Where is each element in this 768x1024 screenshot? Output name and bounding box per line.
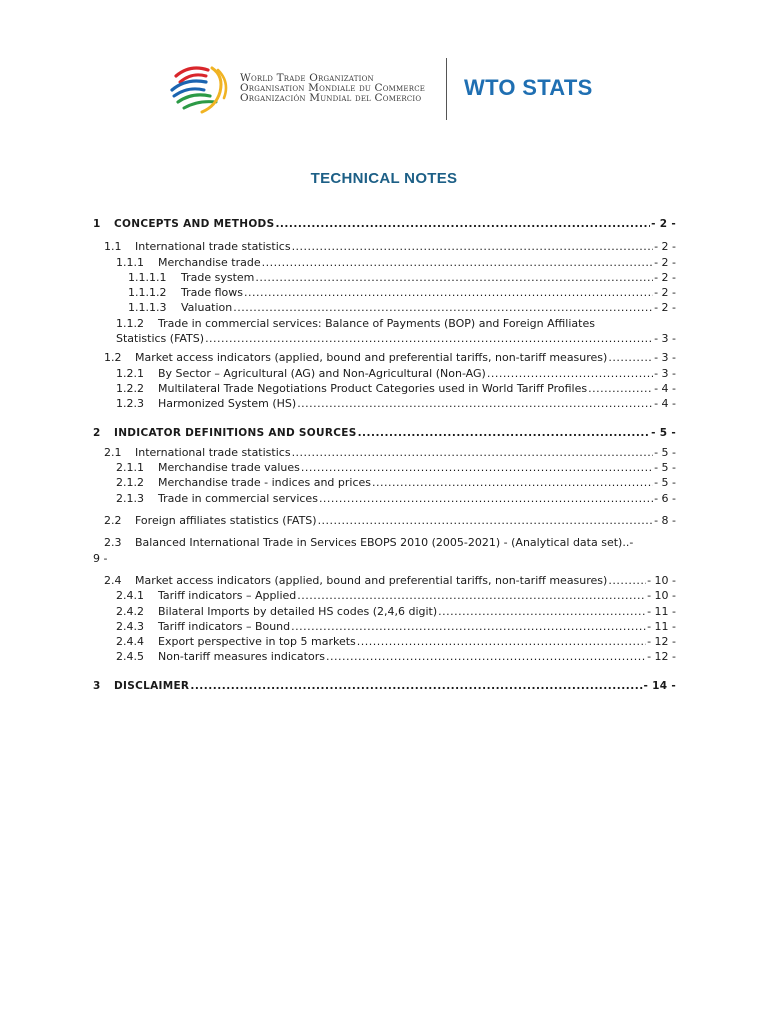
toc-number: 1.1.1.1 bbox=[128, 270, 167, 284]
toc-label: Harmonized System (HS) bbox=[158, 397, 297, 411]
toc-page: - 12 - bbox=[647, 635, 676, 649]
toc-page: - 2 - bbox=[654, 270, 676, 284]
toc-leader bbox=[291, 619, 646, 634]
toc-number: 2.4 bbox=[104, 573, 122, 587]
org-name-english: World Trade Organization bbox=[240, 72, 374, 84]
toc-leader bbox=[297, 588, 646, 603]
toc-entry-1-2-3[interactable] bbox=[93, 396, 676, 411]
toc-leader bbox=[275, 217, 650, 232]
toc-leader bbox=[358, 426, 651, 441]
toc-page: - 2 - bbox=[654, 255, 676, 269]
page-title: TECHNICAL NOTES bbox=[310, 170, 458, 187]
toc-label: Multilateral Trade Negotiations Product Categories used in World Tariff Profiles bbox=[158, 381, 588, 395]
toc-label: Tariff indicators – Applied bbox=[158, 589, 297, 603]
toc-label: Valuation bbox=[181, 301, 233, 315]
toc-leader bbox=[608, 350, 653, 365]
organization-names bbox=[240, 73, 425, 103]
toc-entry-1-2-2[interactable] bbox=[93, 381, 676, 396]
toc-number: 2 bbox=[93, 426, 101, 439]
toc-label-line1: Trade in commercial services: Balance of Payments (BOP) and Foreign Affiliates bbox=[158, 316, 595, 330]
header-divider bbox=[446, 58, 447, 120]
toc-leader bbox=[205, 331, 653, 346]
toc-page: - 5 - bbox=[654, 476, 676, 490]
toc-leader bbox=[438, 604, 646, 619]
toc-entry-2-4-2[interactable] bbox=[93, 604, 676, 619]
toc-number: 2.1.3 bbox=[116, 491, 144, 505]
toc-page: - 11 - bbox=[647, 604, 676, 618]
toc-entry-2-1-1[interactable] bbox=[93, 460, 676, 475]
toc-leader bbox=[588, 381, 653, 396]
toc-leader bbox=[487, 366, 653, 381]
toc-number: 2.4.3 bbox=[116, 619, 144, 633]
toc-number: 1.2 bbox=[104, 351, 122, 365]
toc-entry-2-4-5[interactable] bbox=[93, 649, 676, 664]
toc-number: 1 bbox=[93, 218, 101, 230]
toc-entry-2-1[interactable] bbox=[93, 445, 676, 460]
toc-number: 1.1.1.3 bbox=[128, 301, 167, 315]
page-header bbox=[168, 58, 608, 120]
toc-label: Merchandise trade values bbox=[158, 461, 300, 475]
toc-label-line2: Statistics (FATS) bbox=[116, 332, 205, 346]
toc-page: - 4 - bbox=[654, 381, 676, 395]
toc-number: 2.2 bbox=[104, 514, 122, 528]
toc-entry-2-1-2[interactable] bbox=[93, 475, 676, 490]
toc-leader bbox=[190, 679, 642, 694]
toc-number: 3 bbox=[93, 679, 101, 692]
toc-number: 2.4.1 bbox=[116, 589, 144, 603]
toc-entry-2-2[interactable] bbox=[93, 513, 676, 528]
toc-page: - 12 - bbox=[647, 650, 676, 664]
toc-page: - 14 - bbox=[643, 679, 676, 692]
toc-entry-2-4-3[interactable] bbox=[93, 619, 676, 634]
toc-entry-1[interactable] bbox=[93, 217, 676, 232]
toc-label: Foreign affiliates statistics (FATS) bbox=[135, 514, 317, 528]
toc-leader bbox=[319, 491, 653, 506]
toc-label: Bilateral Imports by detailed HS codes (2,4,6 digit) bbox=[158, 604, 438, 618]
toc-leader bbox=[297, 396, 653, 411]
toc-label: CONCEPTS AND METHODS bbox=[114, 218, 275, 230]
toc-leader bbox=[301, 460, 653, 475]
toc-entry-1-1[interactable] bbox=[93, 239, 676, 254]
toc-number: 1.2.3 bbox=[116, 397, 144, 411]
toc-entry-1-1-1-2[interactable] bbox=[93, 285, 676, 300]
toc-leader bbox=[608, 573, 646, 588]
toc-label: Non-tariff measures indicators bbox=[158, 650, 325, 664]
toc-number: 1.1 bbox=[104, 240, 122, 254]
toc-label: Merchandise trade bbox=[158, 255, 261, 269]
toc-leader bbox=[326, 649, 646, 664]
toc-page: - 3 - bbox=[654, 351, 676, 365]
toc-page: - 10 - bbox=[647, 589, 676, 603]
toc-number: 2.1 bbox=[104, 445, 122, 459]
toc-page: - 11 - bbox=[647, 619, 676, 633]
org-name-french: Organisation Mondiale du Commerce bbox=[240, 82, 426, 94]
toc-leader bbox=[292, 445, 654, 460]
toc-entry-2-4-1[interactable] bbox=[93, 588, 676, 603]
wto-logo-icon bbox=[168, 62, 230, 114]
toc-number: 2.4.2 bbox=[116, 604, 144, 618]
toc-leader bbox=[244, 285, 653, 300]
toc-label: International trade statistics bbox=[135, 445, 291, 459]
toc-number: 1.1.2 bbox=[116, 316, 144, 330]
toc-label: By Sector – Agricultural (AG) and Non-Agricultural (Non-AG) bbox=[158, 366, 486, 380]
toc-page: - 6 - bbox=[654, 491, 676, 505]
toc-page: - 5 - bbox=[654, 445, 676, 459]
toc-label-line1: Balanced International Trade in Services EBOPS 2010 (2005-2021) - (Analytical data set)..- bbox=[135, 536, 634, 550]
toc-number: 1.2.2 bbox=[116, 381, 144, 395]
toc-page: - 5 - bbox=[651, 426, 676, 439]
toc-entry-1-2-1[interactable] bbox=[93, 366, 676, 381]
toc-entry-2-3[interactable] bbox=[93, 535, 676, 566]
toc-label-line2: 9 - bbox=[93, 551, 108, 565]
toc-leader bbox=[233, 300, 653, 315]
toc-leader bbox=[262, 255, 653, 270]
toc-label: International trade statistics bbox=[135, 240, 291, 254]
toc-label: Export perspective in top 5 markets bbox=[158, 635, 356, 649]
toc-label: Market access indicators (applied, bound and preferential tariffs, non-tariff measures) bbox=[135, 573, 608, 587]
toc-label: Merchandise trade - indices and prices bbox=[158, 476, 372, 490]
table-of-contents bbox=[93, 217, 676, 694]
toc-label: DISCLAIMER bbox=[114, 679, 190, 692]
toc-page: - 3 - bbox=[654, 332, 676, 346]
toc-number: 1.1.1.2 bbox=[128, 286, 167, 300]
toc-label: Trade flows bbox=[181, 286, 243, 300]
toc-page: - 2 - bbox=[654, 301, 676, 315]
toc-entry-2-1-3[interactable] bbox=[93, 491, 676, 506]
toc-entry-3[interactable] bbox=[93, 679, 676, 694]
toc-page: - 8 - bbox=[654, 514, 676, 528]
toc-number: 2.4.4 bbox=[116, 635, 144, 649]
toc-entry-1-2[interactable] bbox=[93, 350, 676, 365]
toc-number: 1.2.1 bbox=[116, 366, 144, 380]
toc-page: - 2 - bbox=[654, 286, 676, 300]
toc-entry-2[interactable] bbox=[93, 426, 676, 441]
brand-title: WTO STATS bbox=[464, 75, 593, 100]
toc-page: - 2 - bbox=[651, 218, 676, 230]
toc-entry-1-1-1-1[interactable] bbox=[93, 270, 676, 285]
toc-page: - 10 - bbox=[647, 573, 676, 587]
toc-number: 2.3 bbox=[104, 536, 122, 550]
toc-page: - 3 - bbox=[654, 366, 676, 380]
toc-number: 2.1.1 bbox=[116, 461, 144, 475]
toc-label: Market access indicators (applied, bound and preferential tariffs, non-tariff measures) bbox=[135, 351, 608, 365]
toc-label: Trade system bbox=[181, 270, 255, 284]
toc-leader bbox=[255, 270, 653, 285]
toc-entry-1-1-1[interactable] bbox=[93, 255, 676, 270]
toc-page: - 2 - bbox=[654, 240, 676, 254]
toc-label: Trade in commercial services bbox=[158, 491, 318, 505]
toc-entry-1-1-1-3[interactable] bbox=[93, 300, 676, 315]
toc-number: 1.1.1 bbox=[116, 255, 144, 269]
toc-number: 2.4.5 bbox=[116, 650, 144, 664]
toc-leader bbox=[357, 634, 646, 649]
toc-label: Tariff indicators – Bound bbox=[158, 619, 291, 633]
toc-leader bbox=[292, 239, 654, 254]
toc-entry-2-4[interactable] bbox=[93, 573, 676, 588]
toc-entry-2-4-4[interactable] bbox=[93, 634, 676, 649]
toc-leader bbox=[372, 475, 653, 490]
toc-leader bbox=[318, 513, 654, 528]
toc-label: INDICATOR DEFINITIONS AND SOURCES bbox=[114, 426, 357, 439]
toc-number: 2.1.2 bbox=[116, 476, 144, 490]
org-name-spanish: Organización Mundial del Comercio bbox=[240, 92, 422, 104]
toc-entry-1-1-2[interactable] bbox=[93, 316, 676, 347]
toc-page: - 5 - bbox=[654, 461, 676, 475]
toc-page: - 4 - bbox=[654, 397, 676, 411]
